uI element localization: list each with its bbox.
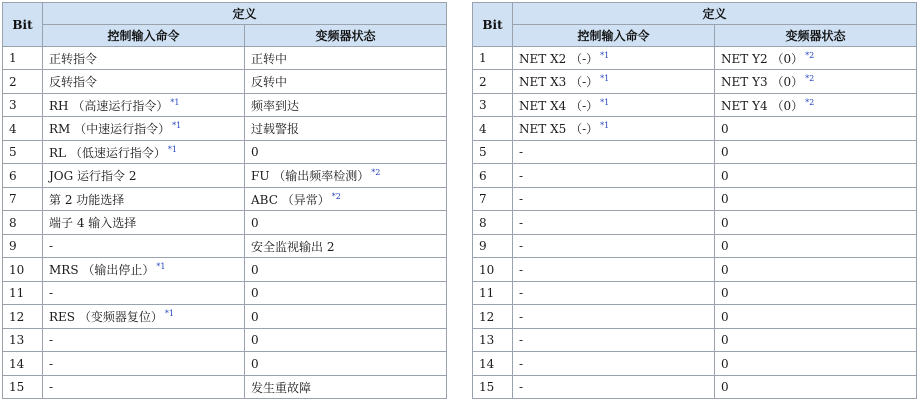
- bit-number-cell: [473, 211, 513, 235]
- inverter-status-cell: [715, 258, 917, 282]
- table-row: [3, 211, 447, 235]
- bit-number-cell: [473, 352, 513, 376]
- bit-number-text: 7: [479, 192, 487, 206]
- footnote-ref: *1: [600, 50, 610, 60]
- table-row: [3, 47, 447, 70]
- bit-number-cell: [473, 70, 513, 94]
- footnote-ref: *2: [371, 168, 381, 177]
- control-input-cell: [513, 282, 715, 305]
- table-row: [473, 70, 917, 94]
- bit-number-cell: [473, 47, 513, 70]
- inverter-status-cell: [715, 188, 917, 211]
- footnote-ref: *1: [170, 97, 180, 107]
- table-row: [473, 329, 917, 352]
- bit-number-text: 9: [479, 239, 487, 253]
- bit-number-text: 10: [479, 262, 495, 277]
- table-row: [3, 235, 447, 258]
- bit-number-text: 13: [9, 333, 25, 347]
- inverter-status-cell: [245, 70, 447, 94]
- control-input-text: NET X5 （-）: [519, 122, 599, 136]
- control-input-cell: [43, 117, 245, 141]
- bit-number-cell: [473, 376, 513, 399]
- table-row: [473, 141, 917, 164]
- inverter-status-cell: [245, 188, 447, 211]
- inverter-status-cell: [715, 282, 917, 305]
- table-row: [473, 47, 917, 70]
- control-input-cell: [513, 376, 715, 399]
- inverter-status-text: ABC （异常）: [251, 192, 330, 207]
- control-input-text: -: [519, 286, 524, 300]
- bit-number-text: 10: [9, 262, 25, 277]
- table-row: [3, 305, 447, 329]
- inverter-status-cell: [245, 376, 447, 399]
- inverter-status-cell: [245, 305, 447, 329]
- bit-number-cell: [3, 117, 43, 141]
- control-input-cell: [513, 141, 715, 164]
- bit-number-text: 5: [9, 145, 17, 159]
- table-row: [3, 282, 447, 305]
- table-row: [473, 188, 917, 211]
- bit-number-cell: [473, 188, 513, 211]
- bit-number-cell: [3, 47, 43, 70]
- bit-number-cell: [3, 376, 43, 399]
- bit-number-text: 9: [9, 239, 17, 253]
- control-input-cell: [43, 329, 245, 352]
- table-row: [473, 211, 917, 235]
- inverter-status-cell: [245, 94, 447, 117]
- bit-number-text: 12: [9, 309, 25, 324]
- control-input-text: -: [49, 239, 54, 253]
- inverter-status-text: NET Y3 （0）: [721, 75, 804, 89]
- table-row: [3, 94, 447, 117]
- control-input-cell: [43, 94, 245, 117]
- control-input-cell: [43, 376, 245, 399]
- table-row: [473, 305, 917, 329]
- table-row: [3, 352, 447, 376]
- inverter-status-cell: [715, 305, 917, 329]
- control-input-text: -: [49, 333, 54, 347]
- bit-number-cell: [473, 258, 513, 282]
- table-row: [473, 235, 917, 258]
- inverter-status-cell: [715, 376, 917, 399]
- table-row: [473, 258, 917, 282]
- bit-number-text: 3: [479, 98, 487, 112]
- bit-number-text: 5: [479, 145, 487, 159]
- bit-number-text: 8: [9, 215, 17, 230]
- inverter-status-cell: [245, 235, 447, 258]
- bit-number-cell: [3, 329, 43, 352]
- bit-number-cell: [3, 70, 43, 94]
- table-row: [3, 70, 447, 94]
- control-input-text: -: [519, 168, 524, 183]
- bit-number-text: 1: [479, 51, 487, 65]
- control-input-cell: [513, 188, 715, 211]
- bit-number-text: 6: [479, 168, 487, 183]
- bit-number-text: 14: [479, 356, 495, 371]
- inverter-status-cell: [245, 352, 447, 376]
- inverter-status-cell: [715, 47, 917, 70]
- bit-number-cell: [3, 211, 43, 235]
- inverter-status-text: 0: [251, 215, 259, 230]
- control-input-text: -: [519, 309, 524, 324]
- inverter-status-text: 0: [721, 356, 729, 371]
- bit-number-text: 7: [9, 192, 17, 206]
- definition-header: 定义: [43, 3, 447, 25]
- bit-number-cell: [473, 235, 513, 258]
- inverter-status-header: 变频器状态: [715, 25, 917, 47]
- bit-number-cell: [3, 188, 43, 211]
- inverter-status-text: 0: [251, 356, 259, 371]
- inverter-status-cell: [715, 329, 917, 352]
- control-input-cell: [43, 164, 245, 188]
- control-input-text: -: [519, 215, 524, 230]
- control-input-cell: [513, 211, 715, 235]
- table-row: [473, 282, 917, 305]
- table-row: [473, 117, 917, 141]
- bit-number-text: 8: [479, 215, 487, 230]
- control-input-header: 控制输入命令: [513, 25, 715, 47]
- bit-definition-table-left: [2, 2, 447, 399]
- inverter-status-cell: [245, 141, 447, 164]
- table-row: [3, 141, 447, 164]
- control-input-text: -: [49, 286, 54, 300]
- definition-header: 定义: [513, 3, 917, 25]
- bit-number-text: 11: [9, 286, 25, 300]
- footnote-ref: *1: [172, 121, 182, 130]
- inverter-status-header: 变频器状态: [245, 25, 447, 47]
- table-row: [3, 188, 447, 211]
- bit-number-text: 4: [9, 121, 17, 136]
- control-input-cell: [513, 329, 715, 352]
- bit-number-text: 11: [479, 286, 495, 300]
- inverter-status-text: 0: [251, 309, 259, 324]
- table-row: [3, 117, 447, 141]
- inverter-status-cell: [715, 117, 917, 141]
- table-body-right: [473, 47, 917, 399]
- control-input-text: -: [49, 380, 54, 394]
- control-input-cell: [43, 305, 245, 329]
- inverter-status-cell: [715, 94, 917, 117]
- control-input-text: RM （中速运行指令）: [49, 122, 171, 136]
- inverter-status-text: 0: [721, 380, 729, 394]
- control-input-text: -: [519, 380, 524, 394]
- inverter-status-cell: [715, 164, 917, 188]
- inverter-status-text: 0: [721, 333, 729, 347]
- inverter-status-cell: [245, 329, 447, 352]
- control-input-text: -: [519, 262, 524, 277]
- control-input-text: 正转指令: [49, 51, 98, 66]
- control-input-cell: [513, 164, 715, 188]
- footnote-ref: *2: [805, 50, 815, 60]
- footnote-ref: *1: [600, 74, 610, 83]
- table-row: [473, 352, 917, 376]
- control-input-text: JOG 运行指令 2: [49, 169, 137, 183]
- control-input-header: 控制输入命令: [43, 25, 245, 47]
- control-input-text: -: [519, 239, 524, 253]
- control-input-cell: [43, 47, 245, 70]
- inverter-status-text: 过载警报: [251, 122, 300, 136]
- inverter-status-text: 0: [721, 309, 729, 324]
- table-row: [3, 376, 447, 399]
- inverter-status-text: 正转中: [251, 51, 288, 66]
- control-input-cell: [513, 117, 715, 141]
- control-input-text: 端子 4 输入选择: [49, 216, 137, 230]
- table-row: [473, 94, 917, 117]
- footnote-ref: *2: [805, 74, 815, 83]
- bit-number-text: 15: [9, 380, 25, 394]
- bit-column-header: Bit: [473, 3, 513, 47]
- control-input-text: NET X4 （-）: [519, 98, 599, 113]
- control-input-text: -: [49, 356, 54, 371]
- footnote-ref: *1: [600, 97, 610, 107]
- control-input-cell: [43, 352, 245, 376]
- footnote-ref: *1: [156, 262, 166, 271]
- control-input-cell: [43, 188, 245, 211]
- inverter-status-text: 0: [251, 286, 259, 300]
- inverter-status-text: 0: [721, 215, 729, 230]
- inverter-status-text: 安全监视输出 2: [251, 239, 335, 254]
- inverter-status-text: 0: [721, 168, 729, 183]
- bit-number-cell: [3, 282, 43, 305]
- table-row: [3, 258, 447, 282]
- table-row: [3, 329, 447, 352]
- inverter-status-cell: [245, 47, 447, 70]
- control-input-text: RL （低速运行指令）: [49, 145, 166, 160]
- bit-number-cell: [3, 258, 43, 282]
- inverter-status-cell: [245, 117, 447, 141]
- control-input-text: 第 2 功能选择: [49, 192, 125, 207]
- inverter-status-text: 0: [251, 145, 259, 159]
- control-input-text: -: [519, 356, 524, 371]
- footnote-ref: *1: [164, 309, 174, 318]
- inverter-status-text: 0: [721, 239, 729, 253]
- control-input-cell: [513, 352, 715, 376]
- bit-number-text: 2: [9, 74, 17, 89]
- bit-number-text: 1: [9, 51, 17, 65]
- control-input-cell: [513, 94, 715, 117]
- bit-number-cell: [3, 305, 43, 329]
- inverter-status-text: 0: [721, 192, 729, 206]
- table-row: [473, 164, 917, 188]
- inverter-status-text: 0: [721, 262, 729, 277]
- footnote-ref: *2: [331, 191, 341, 201]
- inverter-status-text: 0: [251, 333, 259, 347]
- bit-number-cell: [3, 235, 43, 258]
- bit-number-text: 13: [479, 333, 495, 347]
- inverter-status-cell: [715, 141, 917, 164]
- control-input-text: -: [519, 145, 524, 159]
- bit-number-cell: [473, 164, 513, 188]
- table-row: [473, 376, 917, 399]
- bit-number-cell: [473, 94, 513, 117]
- bit-column-header: Bit: [3, 3, 43, 47]
- control-input-cell: [513, 47, 715, 70]
- bit-number-cell: [3, 352, 43, 376]
- inverter-status-text: 0: [721, 121, 729, 136]
- inverter-status-text: NET Y2 （0）: [721, 51, 804, 66]
- bit-number-cell: [3, 141, 43, 164]
- control-input-cell: [43, 211, 245, 235]
- bit-number-text: 14: [9, 356, 25, 371]
- inverter-status-text: 0: [721, 286, 729, 300]
- control-input-text: 反转指令: [49, 75, 98, 89]
- inverter-status-cell: [245, 258, 447, 282]
- bit-number-text: 12: [479, 309, 495, 324]
- table-body-left: [3, 47, 447, 399]
- control-input-text: -: [519, 333, 524, 347]
- inverter-status-text: 反转中: [251, 75, 288, 89]
- control-input-text: -: [519, 192, 524, 206]
- control-input-text: NET X3 （-）: [519, 75, 599, 89]
- bit-number-text: 15: [479, 380, 495, 394]
- bit-number-cell: [473, 141, 513, 164]
- inverter-status-cell: [715, 70, 917, 94]
- bit-number-cell: [473, 329, 513, 352]
- footnote-ref: *1: [600, 121, 610, 130]
- footnote-ref: *2: [805, 97, 815, 107]
- bit-number-text: 6: [9, 168, 17, 183]
- table-row: [3, 164, 447, 188]
- bit-number-text: 2: [479, 74, 487, 89]
- inverter-status-cell: [715, 211, 917, 235]
- control-input-cell: [43, 282, 245, 305]
- inverter-status-text: FU （输出频率检测）: [251, 169, 370, 183]
- inverter-status-cell: [245, 282, 447, 305]
- bit-number-cell: [473, 282, 513, 305]
- bit-number-cell: [473, 117, 513, 141]
- inverter-status-cell: [715, 352, 917, 376]
- control-input-text: RH （高速运行指令）: [49, 98, 169, 113]
- control-input-cell: [43, 258, 245, 282]
- control-input-text: NET X2 （-）: [519, 51, 599, 66]
- control-input-cell: [513, 305, 715, 329]
- control-input-cell: [513, 70, 715, 94]
- inverter-status-text: 发生重故障: [251, 380, 312, 395]
- inverter-status-cell: [715, 235, 917, 258]
- control-input-cell: [43, 235, 245, 258]
- inverter-status-text: 频率到达: [251, 98, 300, 113]
- inverter-status-text: 0: [251, 262, 259, 277]
- bit-number-cell: [3, 94, 43, 117]
- control-input-cell: [43, 141, 245, 164]
- inverter-status-cell: [245, 164, 447, 188]
- bit-number-cell: [473, 305, 513, 329]
- bit-number-cell: [3, 164, 43, 188]
- bit-number-text: 4: [479, 121, 487, 136]
- inverter-status-text: 0: [721, 145, 729, 159]
- bit-definition-table-right: [472, 2, 917, 399]
- control-input-text: RES （变频器复位）: [49, 310, 163, 324]
- footnote-ref: *1: [167, 144, 177, 154]
- control-input-cell: [513, 235, 715, 258]
- control-input-cell: [513, 258, 715, 282]
- bit-number-text: 3: [9, 98, 17, 112]
- control-input-cell: [43, 70, 245, 94]
- inverter-status-text: NET Y4 （0）: [721, 98, 804, 113]
- control-input-text: MRS （输出停止）: [49, 263, 155, 277]
- inverter-status-cell: [245, 211, 447, 235]
